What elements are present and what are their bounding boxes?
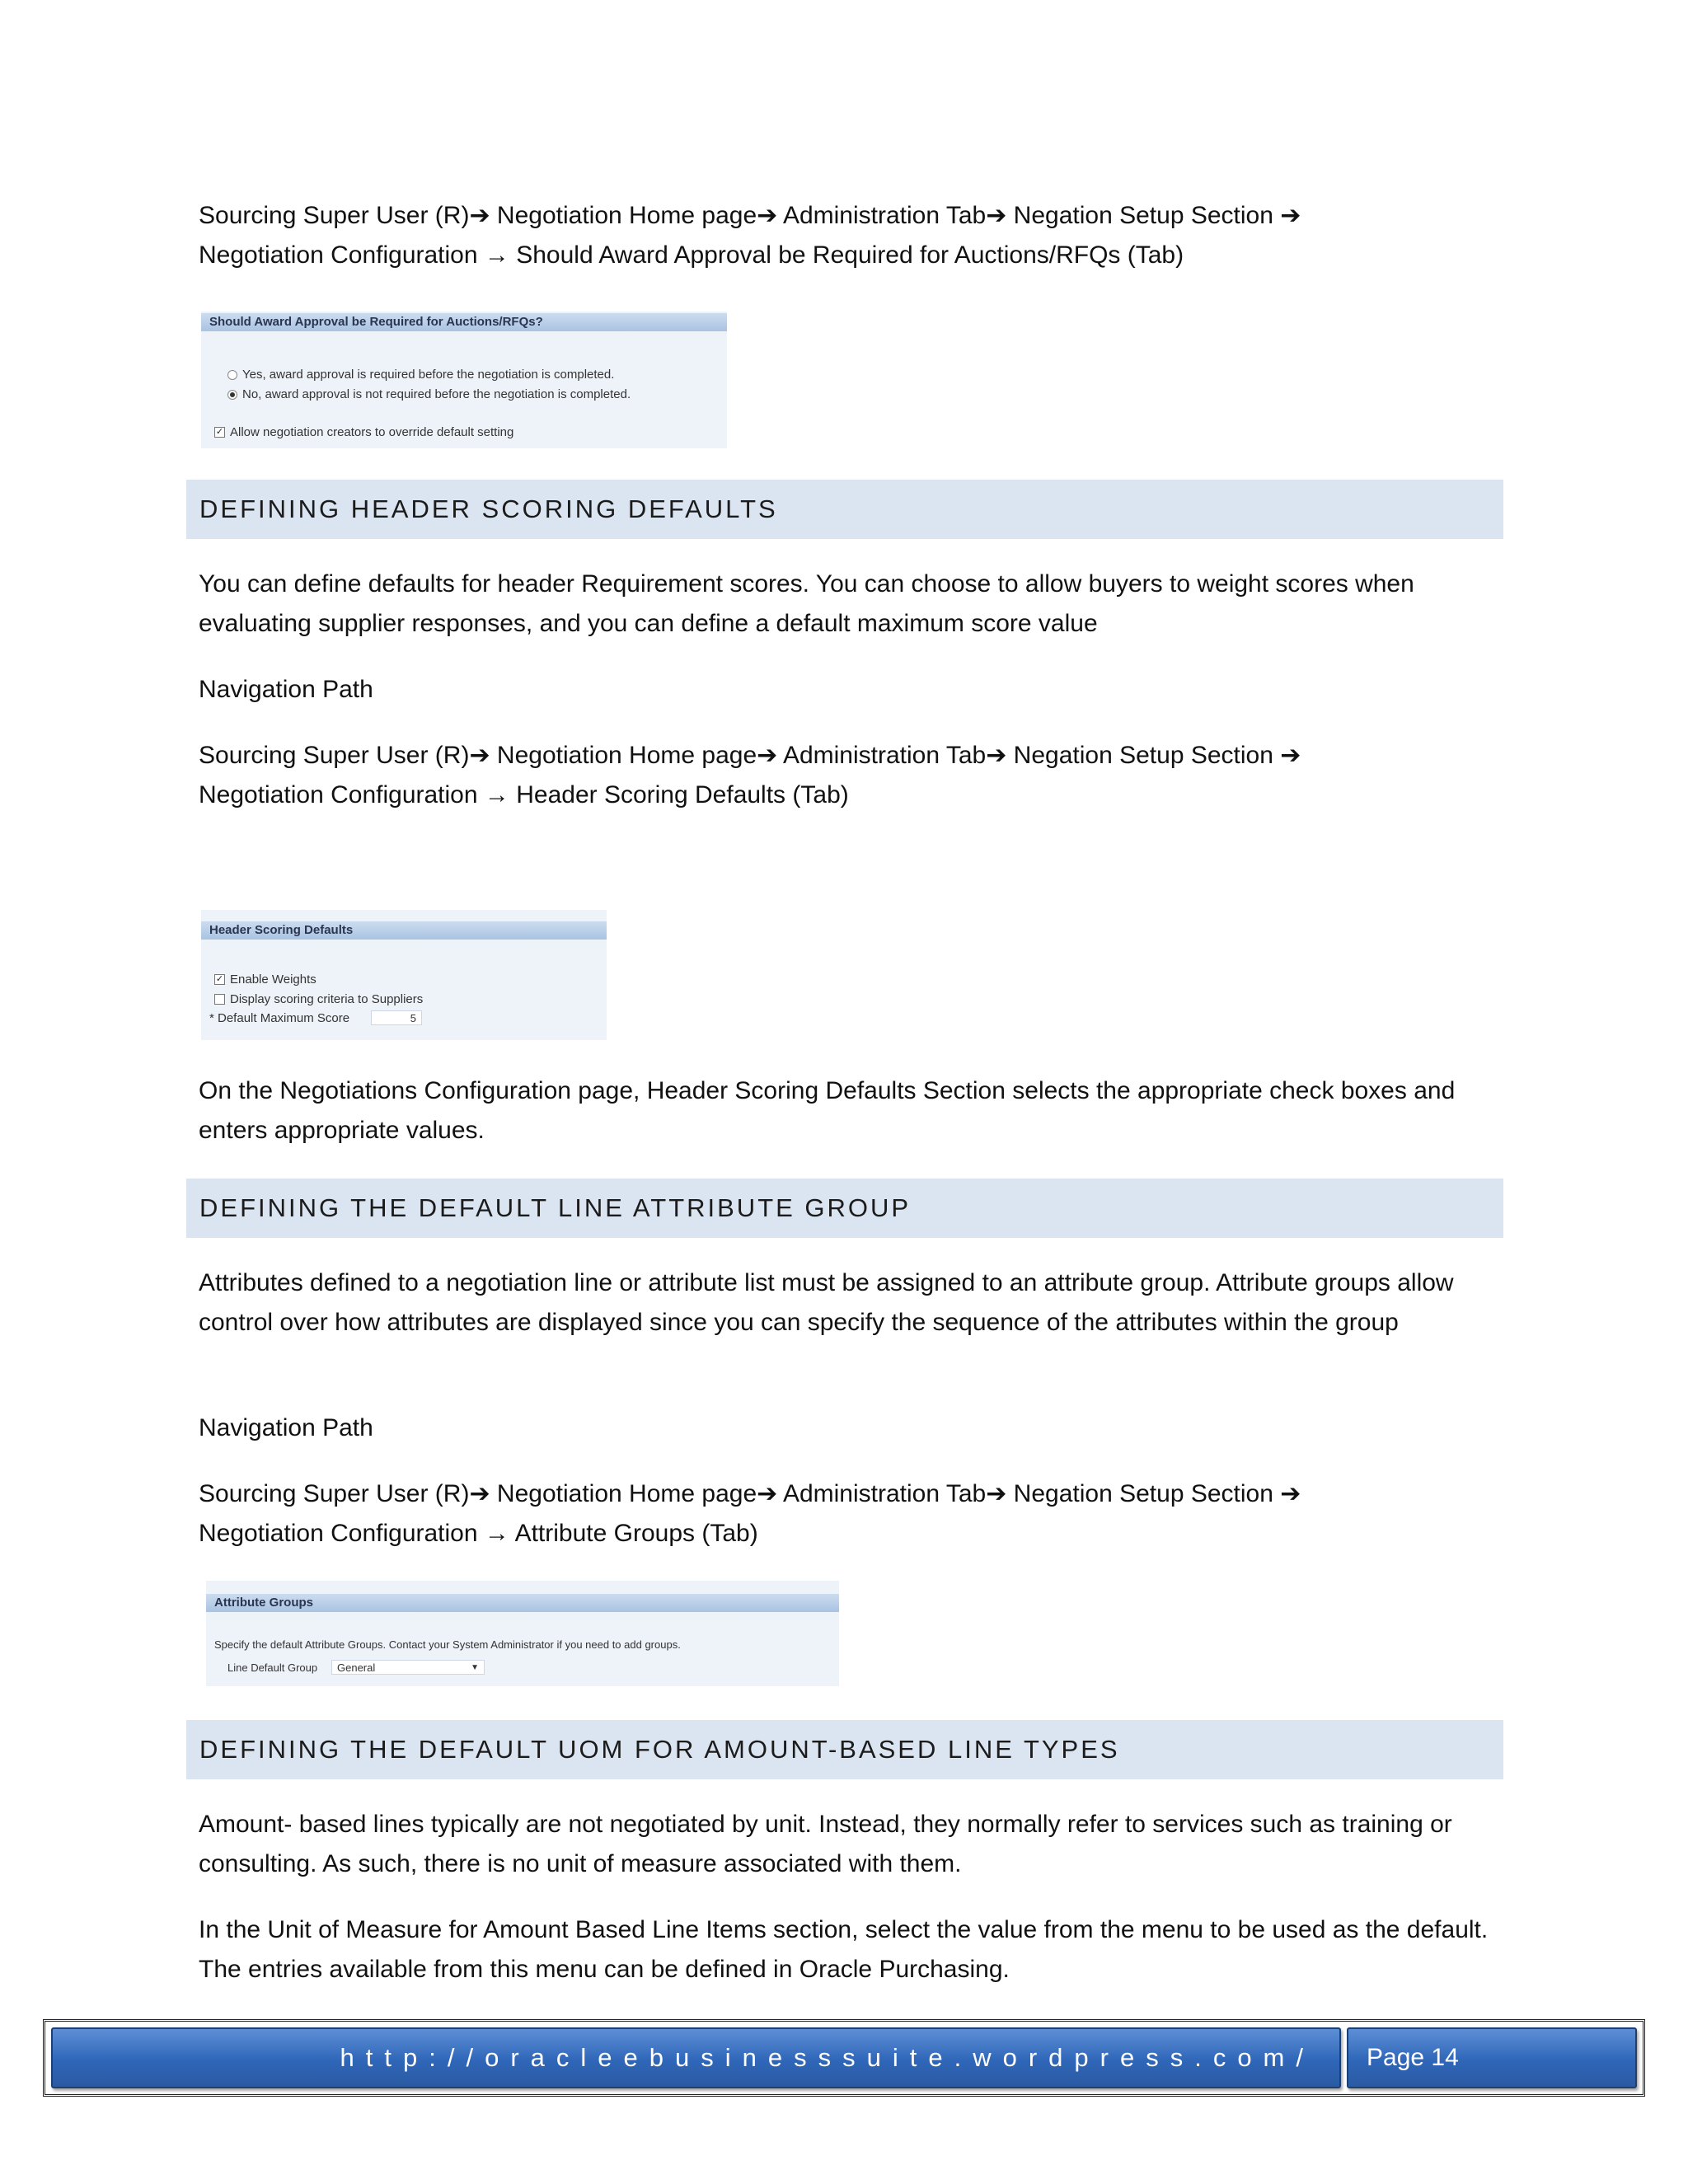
arrow-icon: ➔ [757, 742, 778, 769]
arrow-icon: → [484, 1520, 509, 1547]
attribute-groups-instructions: Specify the default Attribute Groups. Contact your System Administrator if you need to add groups. [214, 1638, 681, 1651]
arrow-icon: ➔ [469, 1480, 490, 1507]
arrow-icon: ➔ [1280, 202, 1301, 229]
default-uom-para2: In the Unit of Measure for Amount Based Line Items section, select the value from the menu to be used as the default. The entries available from this menu can be defined in Oracle Purchasing. [199, 1916, 1489, 1983]
dropdown-arrow-icon: ▼ [471, 1663, 479, 1672]
header-scoring-outro: On the Negotiations Configuration page, Header Scoring Defaults Section selects the appropriate check boxes and enters appropriate values. [199, 1077, 1456, 1144]
checkbox-checked-icon: ✓ [215, 974, 224, 984]
page-number: Page 14 [1347, 2027, 1637, 2088]
radio-yes-row: Yes, award approval is required before the negotiation is completed. [227, 368, 614, 382]
attribute-group-intro: Attributes defined to a negotiation line or attribute list must be assigned to an attribute group. Attribute groups allow control over how attributes are displayed since you can specify the sequence of the attributes within the group [199, 1269, 1454, 1336]
display-criteria-row: Display scoring criteria to Suppliers [214, 992, 423, 1006]
screenshot-title: Header Scoring Defaults [201, 921, 607, 940]
max-score-row: * Default Maximum Score 5 [209, 1010, 422, 1025]
checkbox-checked-icon: ✓ [215, 427, 224, 437]
radio-selected-icon [227, 390, 237, 400]
navigation-path-header-scoring: Sourcing Super User (R)➔ Negotiation Home page➔ Administration Tab➔ Negation Setup Section ➔ Negotiation Configuration → Header Scoring Defaults (Tab) [199, 742, 1301, 808]
award-approval-screenshot [201, 312, 727, 448]
section-heading-default-uom: DEFINING THE DEFAULT UOM FOR AMOUNT-BASED LINE TYPES [186, 1720, 1503, 1779]
navigation-path-award: Sourcing Super User (R)➔ Negotiation Home page➔ Administration Tab➔ Negation Setup Section ➔ Negotiation Configuration → Should Award Approval be Required for Auctions/RFQs (Tab) [199, 202, 1301, 269]
arrow-icon: ➔ [757, 202, 778, 229]
arrow-icon: ➔ [757, 1480, 778, 1507]
arrow-icon: ➔ [469, 742, 490, 769]
line-default-group-row: Line Default Group General ▼ [227, 1660, 485, 1675]
arrow-icon: → [484, 241, 509, 269]
section-heading-attribute-group: DEFINING THE DEFAULT LINE ATTRIBUTE GROUP [186, 1179, 1503, 1238]
header-scoring-intro: You can define defaults for header Requirement scores. You can choose to allow buyers to weight scores when evaluating supplier responses, and you can define a default maximum score value [199, 570, 1414, 637]
navigation-path-attribute-group: Sourcing Super User (R)➔ Negotiation Home page➔ Administration Tab➔ Negation Setup Section ➔ Negotiation Configuration → Attribute Groups (Tab) [199, 1480, 1301, 1547]
section-heading-header-scoring: DEFINING HEADER SCORING DEFAULTS [186, 480, 1503, 539]
radio-no-row: No, award approval is not required before the negotiation is completed. [227, 387, 631, 401]
navigation-path-label: Navigation Path [199, 1414, 373, 1441]
arrow-icon: → [484, 781, 509, 808]
radio-icon [227, 370, 237, 380]
checkbox-empty-icon [214, 994, 225, 1005]
arrow-icon: ➔ [986, 742, 1007, 769]
arrow-icon: ➔ [986, 202, 1007, 229]
default-uom-para1: Amount- based lines typically are not negotiated by unit. Instead, they normally refer to services such as training or consulting. As such, there is no unit of measure associated with them. [199, 1811, 1452, 1877]
footer-url: http://oracleebusinesssuite.wordpress.com/ [51, 2027, 1341, 2088]
arrow-icon: ➔ [1280, 1480, 1301, 1507]
arrow-icon: ➔ [986, 1480, 1007, 1507]
arrow-icon: ➔ [469, 202, 490, 229]
screenshot-title: Attribute Groups [206, 1594, 839, 1612]
enable-weights-row: ✓ Enable Weights [215, 972, 316, 987]
line-default-group-select: General ▼ [331, 1660, 485, 1675]
navigation-path-label: Navigation Path [199, 676, 373, 703]
arrow-icon: ➔ [1280, 742, 1301, 769]
max-score-field: 5 [371, 1010, 422, 1025]
attribute-groups-screenshot [206, 1581, 839, 1686]
screenshot-title: Should Award Approval be Required for Auctions/RFQs? [201, 313, 727, 331]
header-scoring-screenshot [201, 910, 607, 1040]
override-checkbox-row: ✓ Allow negotiation creators to override default setting [215, 425, 514, 439]
